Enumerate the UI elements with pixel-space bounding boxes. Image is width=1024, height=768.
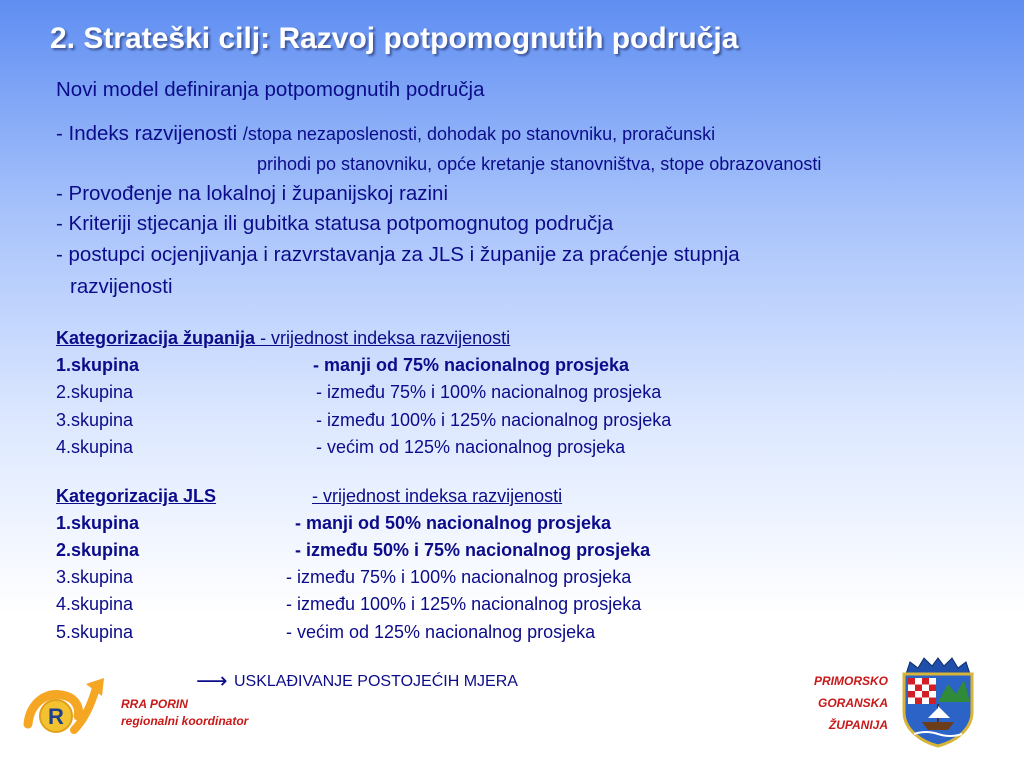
zupanija-row-desc: - manji od 75% nacionalnog prosjeka [313,355,630,375]
jls-row-group: 5.skupina [56,622,134,642]
zupanija-row-desc: - između 75% i 100% nacionalnog prosjeka [316,382,662,402]
zupanija-row-group: 1.skupina [56,355,140,375]
indicator-item-2: - Provođenje na lokalnoj i županijskoj razini [56,182,448,205]
jls-heading-suffix: - vrijednost indeksa razvijenosti [312,486,563,506]
zupanija-row-group: 4.skupina [56,437,134,457]
rra-name: RRA PORIN [121,697,188,711]
indicator-index-detail-2: prihodi po stanovniku, opće kretanje stanovništva, stope obrazovanosti [257,154,822,174]
zupanija-heading-suffix: - vrijednost indeksa razvijenosti [255,328,511,348]
zupanija-heading [56,328,510,349]
zupanija-row-group: 3.skupina [56,410,134,430]
zupanija-row-desc: - između 100% i 125% nacionalnog prosjeka [316,410,672,430]
county-line-3: ŽUPANIJA [828,718,888,732]
jls-row-desc: - većim od 125% nacionalnog prosjeka [286,622,596,642]
subtitle: Novi model definiranja potpomognutih područja [56,78,485,101]
rra-caption [121,696,248,730]
jls-row-group: 1.skupina [56,513,140,533]
indicator-item-4-line1: - postupci ocjenjivanja i razvrstavanja za JLS i županije za praćenje stupnja [56,243,740,266]
zupanija-row-desc: - većim od 125% nacionalnog prosjeka [316,437,626,457]
indicator-item-4-line2: razvijenosti [70,275,173,298]
jls-row-group: 4.skupina [56,594,134,614]
jls-row-desc: - između 100% i 125% nacionalnog prosjeka [286,594,642,614]
rra-porin-logo-icon [20,672,116,742]
svg-text:R: R [48,704,64,729]
county-coat-of-arms-icon [900,656,976,748]
indicator-item-3: - Kriteriji stjecanja ili gubitka statusa potpomognutog područja [56,212,614,235]
right-arrow-icon: ⟶ [196,668,228,693]
zupanija-row-group: 2.skupina [56,382,134,402]
indicator-index [56,122,715,146]
jls-row-desc: - između 75% i 100% nacionalnog prosjeka [286,567,632,587]
slide-title: 2. Strateški cilj: Razvoj potpomognutih područja [50,22,739,55]
indicator-index-label: - Indeks razvijenosti [56,122,238,145]
jls-row-desc: - između 50% i 75% nacionalnog prosjeka [295,540,651,560]
jls-row-group: 3.skupina [56,567,134,587]
jls-heading-title: Kategorizacija JLS [56,486,217,506]
county-line-2: GORANSKA [817,696,888,710]
jls-row-desc: - manji od 50% nacionalnog prosjeka [295,513,612,533]
county-caption [778,670,888,736]
jls-row-group: 2.skupina [56,540,140,560]
harmonize-measures-note [196,668,518,694]
zupanija-heading-title: Kategorizacija županija [56,328,256,348]
rra-role: regionalni koordinator [121,714,249,728]
county-line-1: PRIMORSKO [813,674,888,688]
harmonize-measures-text: USKLAĐIVANJE POSTOJEĆIH MJERA [234,673,518,690]
indicator-index-detail-1: /stopa nezaposlenosti, dohodak po stanovniku, proračunski [242,124,716,144]
